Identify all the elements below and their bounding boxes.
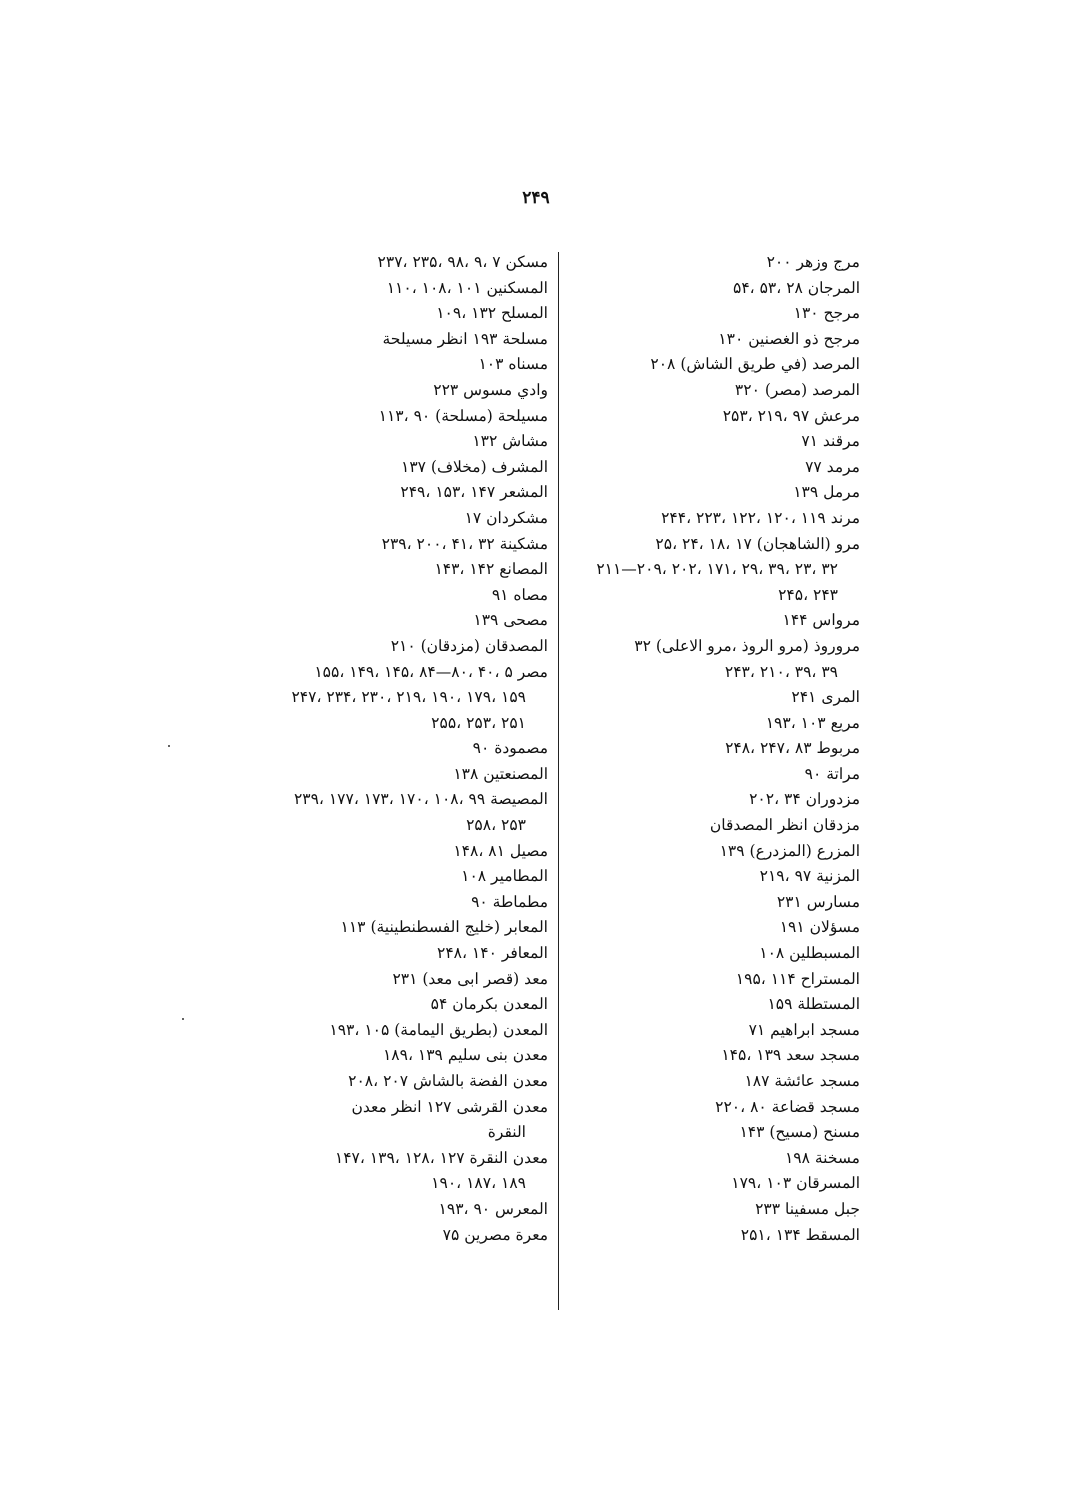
index-column-right — [560, 250, 860, 1248]
margin-mark — [182, 1018, 184, 1020]
index-entry: المرجان ۲۸ ،۵۳ ،۵۴ — [733, 278, 860, 297]
index-entry: المصدقان (مزدقان) ۲۱۰ — [390, 636, 548, 655]
index-entry: معد (قصر ابى معد) ۲۳۱ — [392, 969, 548, 988]
index-entry: المسرقان ۱۰۳ ،۱۷۹ — [731, 1174, 860, 1193]
index-entry: وادي مسوس ۲۲۳ — [433, 380, 548, 399]
index-entry: ۳۹ ،۳۹ ،۲۱۰ ،۲۴۳ — [724, 662, 838, 681]
index-entry: مسكن ۷ ،۹ ،۹۸ ،۲۳۵ ،۲۳۷ — [377, 253, 548, 271]
index-entry: معدن بنى سليم ۱۳۹ ،۱۸۹ — [382, 1046, 548, 1065]
index-entry: مشكردان ۱۷ — [464, 508, 548, 527]
index-entry: مصاه ۹۱ — [491, 585, 548, 604]
index-entry: مسناه ۱۰۳ — [478, 355, 548, 374]
index-entry: مصمودة ۹۰ — [472, 739, 548, 758]
index-entry: مرمد ۷۷ — [805, 457, 860, 476]
index-entry: المزنية ۹۷ ،۲۱۹ — [759, 867, 860, 886]
index-entry: المرصد (مصر) ۳۲۰ — [734, 380, 860, 399]
index-entry: مطماطة ۹۰ — [471, 892, 548, 911]
index-entry: معدن الفضة بالشاش ۲۰۷ ،۲۰۸ — [348, 1072, 548, 1090]
index-entry: مربوط ۸۳ ،۲۴۷ ،۲۴۸ — [725, 739, 860, 758]
index-entry: المعرس ۹۰ ،۱۹۳ — [438, 1199, 548, 1218]
index-entry: ۲۴۳ ،۲۴۵ — [778, 585, 838, 604]
index-entry: مرمل ۱۳۹ — [793, 483, 860, 502]
index-entry: مصيل ۸۱ ،۱۴۸ — [453, 841, 548, 860]
index-entry: مسؤلان ۱۹۱ — [779, 918, 860, 937]
index-entry: مسارس ۲۳۱ — [776, 892, 860, 911]
index-entry: المعدن (بطريق اليمامة) ۱۰۵ ،۱۹۳ — [329, 1020, 548, 1039]
index-entry: مشكينة ۳۲ ،۴۱ ،۲۰۰ ،۲۳۹ — [381, 534, 548, 553]
index-entry: جبل مسفينا ۲۳۳ — [755, 1199, 860, 1218]
index-entry: المسقط ۱۳۴ ،۲۵۱ — [740, 1225, 860, 1244]
index-entry: المعافر ۱۴۰ ،۲۴۸ — [437, 944, 548, 963]
index-entry: المصيصة ۹۹ ،۱۰۸ ،۱۷۰ ،۱۷۳ ،۱۷۷ ،۲۳۹ — [293, 790, 548, 809]
index-entry: مرواس ۱۴۴ — [782, 611, 860, 630]
index-entry: مرجح ۱۳۰ — [793, 304, 860, 323]
index-entry: المرصد (في طريق الشاش) ۲۰۸ — [650, 355, 860, 374]
index-entry: مسيلحة (مسلحة) ۹۰ ،۱۱۳ — [378, 406, 548, 425]
index-entry: المزرع (المزدرع) ۱۳۹ — [719, 841, 860, 860]
index-entry: معدن النقرة ۱۲۷ ،۱۲۸ ،۱۳۹ ،۱۴۷ — [334, 1148, 548, 1167]
index-entry: مصحى ۱۳۹ — [473, 611, 548, 630]
index-entry: مسنح (مسيح) ۱۴۳ — [739, 1123, 860, 1142]
index-entry: ۳۲ ،۲۳ ،۳۹ ،۲۹ ،۱۷۱ ،۲۰۲ ،۲۰۹—۲۱۱ — [596, 560, 838, 579]
index-entry: مرو (الشاهجان) ۱۷ ،۱۸ ،۲۴ ،۲۵ — [655, 534, 860, 553]
index-entry: معدن القرشى ۱۲۷ انظر معدن — [351, 1097, 548, 1116]
index-entry: مسجد قضاعة ۸۰ ،۲۲۰ — [715, 1097, 860, 1116]
index-entry: مسجد سعد ۱۳۹ ،۱۴۵ — [721, 1046, 860, 1065]
index-entry: مشاش ۱۳۲ — [472, 432, 548, 451]
index-entry: مزدوران ۳۴ ،۲۰۲ — [749, 790, 860, 809]
index-entry: مريع ۱۰۳ ،۱۹۳ — [765, 713, 860, 732]
index-entry: المشرف (مخلاف) ۱۳۷ — [401, 457, 548, 476]
index-entry: المشعر ۱۴۷ ،۱۵۳ ،۲۴۹ — [400, 483, 548, 502]
index-entry: المستطلة ۱۵۹ — [767, 995, 860, 1014]
index-entry: المعابر (خليج الفسطنطينية) ۱۱۳ — [340, 918, 548, 937]
index-entry: المطامير ۱۰۸ — [461, 867, 548, 886]
index-entry: مرند ۱۱۹ ،۱۲۰ ،۱۲۲ ،۲۲۳ ،۲۴۴ — [661, 508, 860, 527]
index-entry: ۱۵۹ ،۱۷۹ ،۱۹۰ ،۲۱۹ ،۲۳۰ ،۲۳۴ ،۲۴۷ — [291, 688, 526, 707]
column-divider — [558, 252, 559, 1310]
index-entry: مرجح ذو الغصنين ۱۳۰ — [718, 329, 860, 348]
index-entry: المعدن بكرمان ۵۴ — [430, 995, 548, 1014]
index-entry: مروروذ (مرو الروذ ،مرو الاعلى) ۳۲ — [634, 636, 860, 655]
index-column-left — [248, 250, 548, 1248]
index-entry: مصر ۵ ،۴۰ ،۸۰—۸۴ ،۱۴۵ ،۱۴۹ ،۱۵۵ — [314, 662, 548, 681]
index-entry: المسلح ۱۳۲ ،۱۰۹ — [436, 304, 548, 323]
index-entry: مسجد عائشة ۱۸۷ — [744, 1072, 860, 1090]
index-entry: معرة مصرين ۷۵ — [442, 1225, 548, 1244]
index-entry: مراتة ۹۰ — [804, 764, 860, 783]
index-entry: مرعش ۹۷ ،۲۱۹ ،۲۵۳ — [722, 406, 860, 425]
index-entry: ۲۵۱ ،۲۵۳ ،۲۵۵ — [431, 713, 526, 732]
index-entry: المرى ۲۴۱ — [791, 688, 860, 707]
margin-mark — [168, 745, 170, 747]
index-entry: مسلحة ۱۹۳ انظر مسيلحة — [382, 329, 548, 348]
index-entry: مرج وزهر ۲۰۰ — [766, 253, 860, 271]
index-entry: ۲۵۳ ،۲۵۸ — [466, 816, 526, 835]
index-entry: المصانع ۱۴۲ ،۱۴۳ — [434, 560, 548, 579]
index-entry: ۱۸۹ ،۱۸۷ ،۱۹۰ — [431, 1174, 526, 1193]
index-entry: مرقند ۷۱ — [801, 432, 860, 451]
index-entry: مزدقان انظر المصدقان — [709, 816, 860, 835]
index-entry: مسخنة ۱۹۸ — [784, 1148, 860, 1167]
index-entry: المصنعتين ۱۳۸ — [453, 764, 548, 783]
index-entry: المستراح ۱۱۴ ،۱۹۵ — [735, 969, 860, 988]
index-entry: النقرة — [487, 1123, 526, 1142]
index-entry: المسبطلين ۱۰۸ — [759, 944, 860, 963]
page-number: ۲۴۹ — [522, 188, 550, 208]
index-entry: المسكنين ۱۰۱ ،۱۰۸ ،۱۱۰ — [386, 278, 548, 297]
index-entry: مسجد ابراهيم ۷۱ — [748, 1020, 860, 1039]
